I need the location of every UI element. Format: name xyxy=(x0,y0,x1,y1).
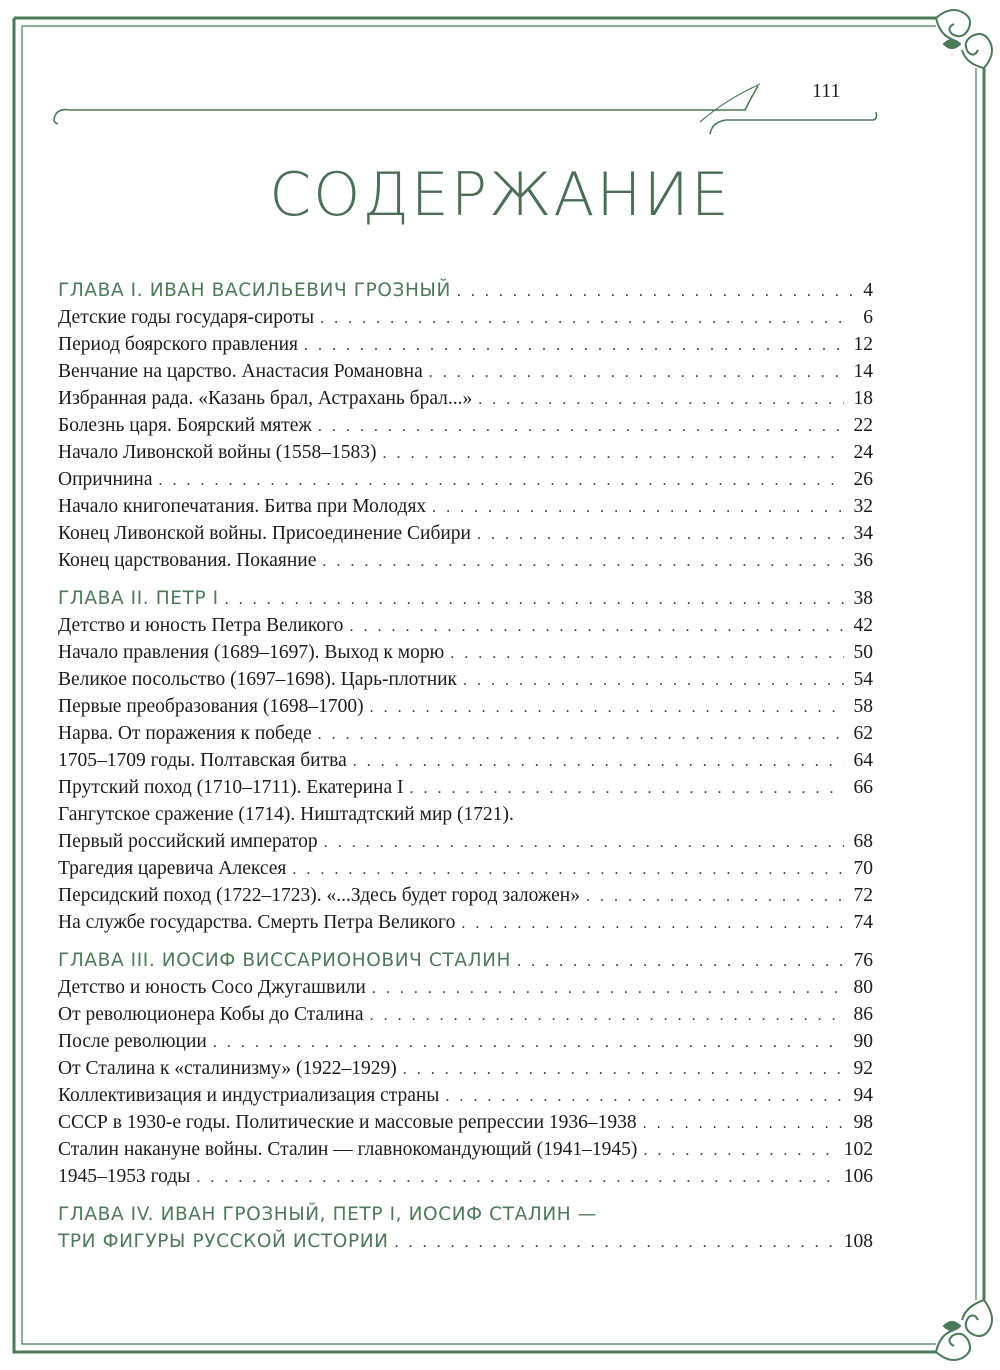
toc-page-number: 38 xyxy=(853,588,873,609)
leader-dots xyxy=(353,748,844,775)
toc-entry-title: Конец Ливонской войны. Присоединение Сибири xyxy=(58,523,471,544)
toc-entry[interactable] xyxy=(58,358,873,385)
toc-entry-title: Период боярского правления xyxy=(58,334,298,355)
leader-dots xyxy=(304,332,844,359)
corner-ornament-bottom xyxy=(936,1300,992,1360)
toc-page-number: 68 xyxy=(853,831,873,852)
leader-dots xyxy=(372,975,844,1002)
toc-page-number: 24 xyxy=(853,442,873,463)
toc-page-number: 98 xyxy=(853,1112,873,1133)
toc-page-number: 66 xyxy=(853,777,873,798)
toc-chapter-row[interactable] xyxy=(58,947,873,974)
leader-dots xyxy=(409,775,843,802)
toc-entry-title: Венчание на царство. Анастасия Романовна xyxy=(58,361,423,382)
toc-entry-title: Нарва. От поражения к победе xyxy=(58,723,312,744)
toc-entry[interactable] xyxy=(58,909,873,936)
leader-dots xyxy=(477,521,844,548)
leader-dots xyxy=(395,1229,834,1256)
toc-entry-title: Сталин накануне войны. Сталин — главнокомандующий (1941–1945) xyxy=(58,1139,638,1160)
leader-dots xyxy=(322,548,843,575)
toc-entry[interactable] xyxy=(58,612,873,639)
toc-entry[interactable] xyxy=(58,520,873,547)
toc-page-number: 22 xyxy=(853,415,873,436)
toc-entry-title: Начало Ливонской войны (1558–1583) xyxy=(58,442,377,463)
toc-entry-title: Трагедия царевича Алексея xyxy=(58,858,287,879)
leader-dots xyxy=(370,694,844,721)
toc-entry[interactable] xyxy=(58,439,873,466)
toc-page-number: 58 xyxy=(853,696,873,717)
leader-dots xyxy=(643,1110,844,1137)
toc-chapter-row[interactable] xyxy=(58,1228,873,1255)
toc-page-number: 70 xyxy=(853,858,873,879)
toc-entry[interactable] xyxy=(58,547,873,574)
toc-entry-title: Прутский поход (1710–1711). Екатерина I xyxy=(58,777,404,798)
toc-entry-title: Конец царствования. Покаяние xyxy=(58,550,317,571)
toc-entry[interactable] xyxy=(58,1109,873,1136)
toc-chapter-row-line-1[interactable] xyxy=(58,1201,873,1228)
toc-entry[interactable] xyxy=(58,693,873,720)
toc-entry-title: Первый российский император xyxy=(58,831,318,852)
toc-entry-title: Персидский поход (1722–1723). «...Здесь будет город заложен» xyxy=(58,885,580,906)
toc-entry-title: На службе государства. Смерть Петра Великого xyxy=(58,912,456,933)
toc-page-number: 12 xyxy=(853,334,873,355)
toc-entry[interactable] xyxy=(58,974,873,1001)
toc-page-number: 14 xyxy=(853,361,873,382)
toc-chapter-title: ГЛАВА IV. ИВАН ГРОЗНЫЙ, ПЕТР I, ИОСИФ СТАЛИН — xyxy=(58,1204,597,1225)
toc-entry[interactable] xyxy=(58,882,873,909)
leader-dots xyxy=(463,667,843,694)
toc-chapter-title: ГЛАВА II. ПЕТР I xyxy=(58,588,219,609)
toc-entry-title: Начало книгопечатания. Битва при Молодях xyxy=(58,496,427,517)
toc-entry-title: После революции xyxy=(58,1031,207,1052)
leader-dots xyxy=(382,440,843,467)
toc-page-number: 50 xyxy=(853,642,873,663)
toc-entry-title: От революционера Кобы до Сталина xyxy=(58,1004,364,1025)
toc-entry[interactable] xyxy=(58,774,873,801)
toc-page-number: 34 xyxy=(853,523,873,544)
leader-dots xyxy=(320,305,853,332)
leader-dots xyxy=(225,586,844,613)
corner-ornament-top xyxy=(936,10,992,68)
toc-entry[interactable] xyxy=(58,331,873,358)
toc-page-number: 74 xyxy=(853,912,873,933)
toc-entry-title: От Сталина к «сталинизму» (1922–1929) xyxy=(58,1058,397,1079)
toc-page-number: 36 xyxy=(853,550,873,571)
toc-entry[interactable] xyxy=(58,466,873,493)
table-of-contents xyxy=(58,277,873,1255)
toc-page-number: 4 xyxy=(863,280,873,301)
toc-section-chapter-1 xyxy=(58,277,873,574)
leader-dots xyxy=(158,467,843,494)
toc-entry-title: Детские годы государя-сироты xyxy=(58,307,315,328)
toc-entry[interactable] xyxy=(58,1055,873,1082)
toc-page-number: 86 xyxy=(853,1004,873,1025)
leader-dots xyxy=(292,856,843,883)
toc-page-number: 90 xyxy=(853,1031,873,1052)
toc-page-number: 106 xyxy=(843,1166,873,1187)
leader-dots xyxy=(517,948,843,975)
toc-page-number: 72 xyxy=(853,885,873,906)
toc-section-chapter-3 xyxy=(58,947,873,1190)
toc-page-number: 26 xyxy=(853,469,873,490)
leader-dots xyxy=(457,278,853,305)
toc-entry-title: Избранная рада. «Казань брал, Астрахань брал...» xyxy=(58,388,473,409)
toc-entry[interactable] xyxy=(58,720,873,747)
leader-dots xyxy=(432,494,843,521)
toc-entry-title: Коллективизация и индустриализация страны xyxy=(58,1085,440,1106)
toc-entry[interactable] xyxy=(58,828,873,855)
toc-page-number: 64 xyxy=(853,750,873,771)
toc-entry-title: Великое посольство (1697–1698). Царь-плотник xyxy=(58,669,458,690)
toc-page-number: 76 xyxy=(853,950,873,971)
leader-dots xyxy=(450,640,843,667)
leader-dots xyxy=(403,1056,844,1083)
toc-entry-title: СССР в 1930-е годы. Политические и массовые репрессии 1936–1938 xyxy=(58,1112,637,1133)
leader-dots xyxy=(478,386,843,413)
leader-dots xyxy=(461,910,843,937)
toc-entry[interactable] xyxy=(58,304,873,331)
toc-chapter-title-line-2: ТРИ ФИГУРЫ РУССКОЙ ИСТОРИИ xyxy=(58,1231,389,1252)
toc-chapter-title: ГЛАВА III. ИОСИФ ВИССАРИОНОВИЧ СТАЛИН xyxy=(58,950,512,971)
toc-entry[interactable] xyxy=(58,747,873,774)
leader-dots xyxy=(196,1164,833,1191)
toc-page-number: 32 xyxy=(853,496,873,517)
page-title: СОДЕРЖАНИЕ xyxy=(269,160,731,230)
toc-page-number: 54 xyxy=(853,669,873,690)
toc-entry[interactable] xyxy=(58,1001,873,1028)
toc-entry-title: Первые преобразования (1698–1700) xyxy=(58,696,364,717)
toc-entry[interactable] xyxy=(58,385,873,412)
leader-dots xyxy=(429,359,844,386)
leader-dots xyxy=(445,1083,843,1110)
toc-page-number: 102 xyxy=(843,1139,873,1160)
toc-chapter-title: ГЛАВА I. ИВАН ВАСИЛЬЕВИЧ ГРОЗНЫЙ xyxy=(58,280,451,301)
toc-page-number: 6 xyxy=(863,307,873,328)
toc-entry-line-1[interactable] xyxy=(58,801,873,828)
leader-dots xyxy=(318,721,844,748)
leader-dots xyxy=(370,1002,844,1029)
toc-page-number: 42 xyxy=(853,615,873,636)
toc-entry-title: 1705–1709 годы. Полтавская битва xyxy=(58,750,347,771)
page-number: 111 xyxy=(812,80,841,102)
toc-page-number: 94 xyxy=(853,1085,873,1106)
toc-page-number: 108 xyxy=(843,1231,873,1252)
toc-entry-title: Детство и юность Сосо Джугашвили xyxy=(58,977,366,998)
toc-entry-title: 1945–1953 годы xyxy=(58,1166,191,1187)
toc-entry[interactable] xyxy=(58,855,873,882)
toc-entry-title: Гангутское сражение (1714). Ништадтский мир (1721). xyxy=(58,804,514,825)
toc-chapter-row[interactable] xyxy=(58,277,873,304)
leader-dots xyxy=(324,829,844,856)
toc-entry-title: Болезнь царя. Боярский мятеж xyxy=(58,415,312,436)
toc-page-number: 92 xyxy=(853,1058,873,1079)
toc-entry-title: Начало правления (1689–1697). Выход к морю xyxy=(58,642,445,663)
leader-dots xyxy=(643,1137,833,1164)
leader-dots xyxy=(213,1029,844,1056)
toc-entry-title: Опричнина xyxy=(58,469,153,490)
toc-entry[interactable] xyxy=(58,1136,873,1163)
toc-entry[interactable] xyxy=(58,493,873,520)
toc-page-number: 80 xyxy=(853,977,873,998)
toc-entry[interactable] xyxy=(58,639,873,666)
toc-entry[interactable] xyxy=(58,1082,873,1109)
toc-section-chapter-2 xyxy=(58,585,873,936)
leader-dots xyxy=(349,613,843,640)
toc-chapter-row[interactable] xyxy=(58,585,873,612)
leader-dots xyxy=(586,883,844,910)
toc-entry[interactable] xyxy=(58,1028,873,1055)
toc-entry[interactable] xyxy=(58,1163,873,1190)
leader-dots xyxy=(318,413,844,440)
toc-section-chapter-4 xyxy=(58,1201,873,1255)
toc-page-number: 62 xyxy=(853,723,873,744)
toc-entry[interactable] xyxy=(58,412,873,439)
toc-page-number: 18 xyxy=(853,388,873,409)
toc-entry[interactable] xyxy=(58,666,873,693)
toc-entry-title: Детство и юность Петра Великого xyxy=(58,615,344,636)
